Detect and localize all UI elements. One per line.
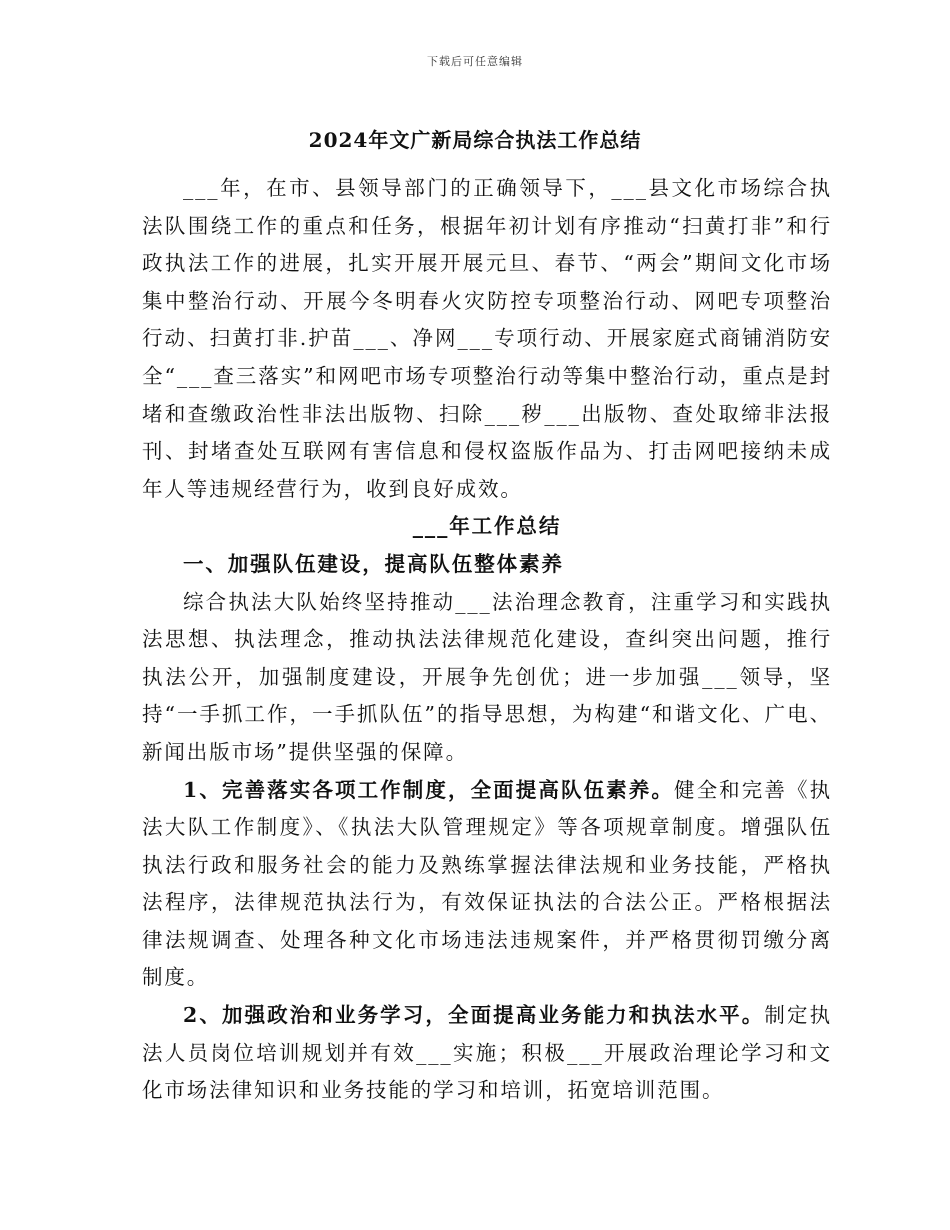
- intro-paragraph: ___年，在市、县领导部门的正确领导下，___县文化市场综合执法队围绕工作的重点和任务，根据年初计划有序推动“扫黄打非”和行政执法工作的进展，扎实开展开展元旦、春节、“两会”期间文化市场集中整治行动、开展今冬明春火灾防控专项整治行动、网吧专项整治行动、扫黄打非.护苗___、净网___专项行动、开展家庭式商铺消防安全“___查三落实”和网吧市场专项整治行动等集中整治行动，重点是封堵和查缴政治性非法出版物、扫除___秽___出版物、查处取缔非法报刊、封堵查处互联网有害信息和侵权盗版作品为、打击网吧接纳未成年人等违规经营行为，收到良好成效。: [142, 176, 832, 501]
- item-2-paragraph: [142, 997, 832, 1110]
- item-2-lead: 2、加强政治和业务学习，全面提高业务能力和执法水平。: [183, 1003, 765, 1028]
- document-body: [142, 170, 832, 1110]
- item-1-text: 健全和完善《执法大队工作制度》、《执法大队管理规定》等各项规章制度。增强队伍执法行政和服务社会的能力及熟练掌握法律法规和业务技能，严格执法程序，法律规范执法行为，有效保证执法的合法公正。严格根据法律法规调查、处理各种文化市场违法违规案件，并严格贯彻罚缴分离制度。: [142, 777, 832, 990]
- paragraph-1: 综合执法大队始终坚持推动___法治理念教育，注重学习和实践执法思想、执法理念，推动执法法律规范化建设，查纠突出问题，推行执法公开，加强制度建设，开展争先创优；进一步加强___领导，坚持“一手抓工作，一手抓队伍”的指导思想，为构建“和谐文化、广电、新闻出版市场”提供坚强的保障。: [142, 589, 832, 764]
- heading-1: 一、加强队伍建设，提高队伍整体素养: [183, 551, 564, 576]
- item-2-text: 制定执法人员岗位培训规划并有效___实施；积极___开展政治理论学习和文化市场法律知识和业务技能的学习和培训，拓宽培训范围。: [142, 1003, 832, 1103]
- section-title: ___年工作总结: [412, 514, 562, 539]
- header-note: 下载后可任意编辑: [427, 55, 523, 68]
- item-1-lead: 1、完善落实各项工作制度，全面提高队伍素养。: [183, 777, 674, 802]
- document-title: 2024年文广新局综合执法工作总结: [308, 128, 642, 152]
- item-1-paragraph: [142, 772, 832, 998]
